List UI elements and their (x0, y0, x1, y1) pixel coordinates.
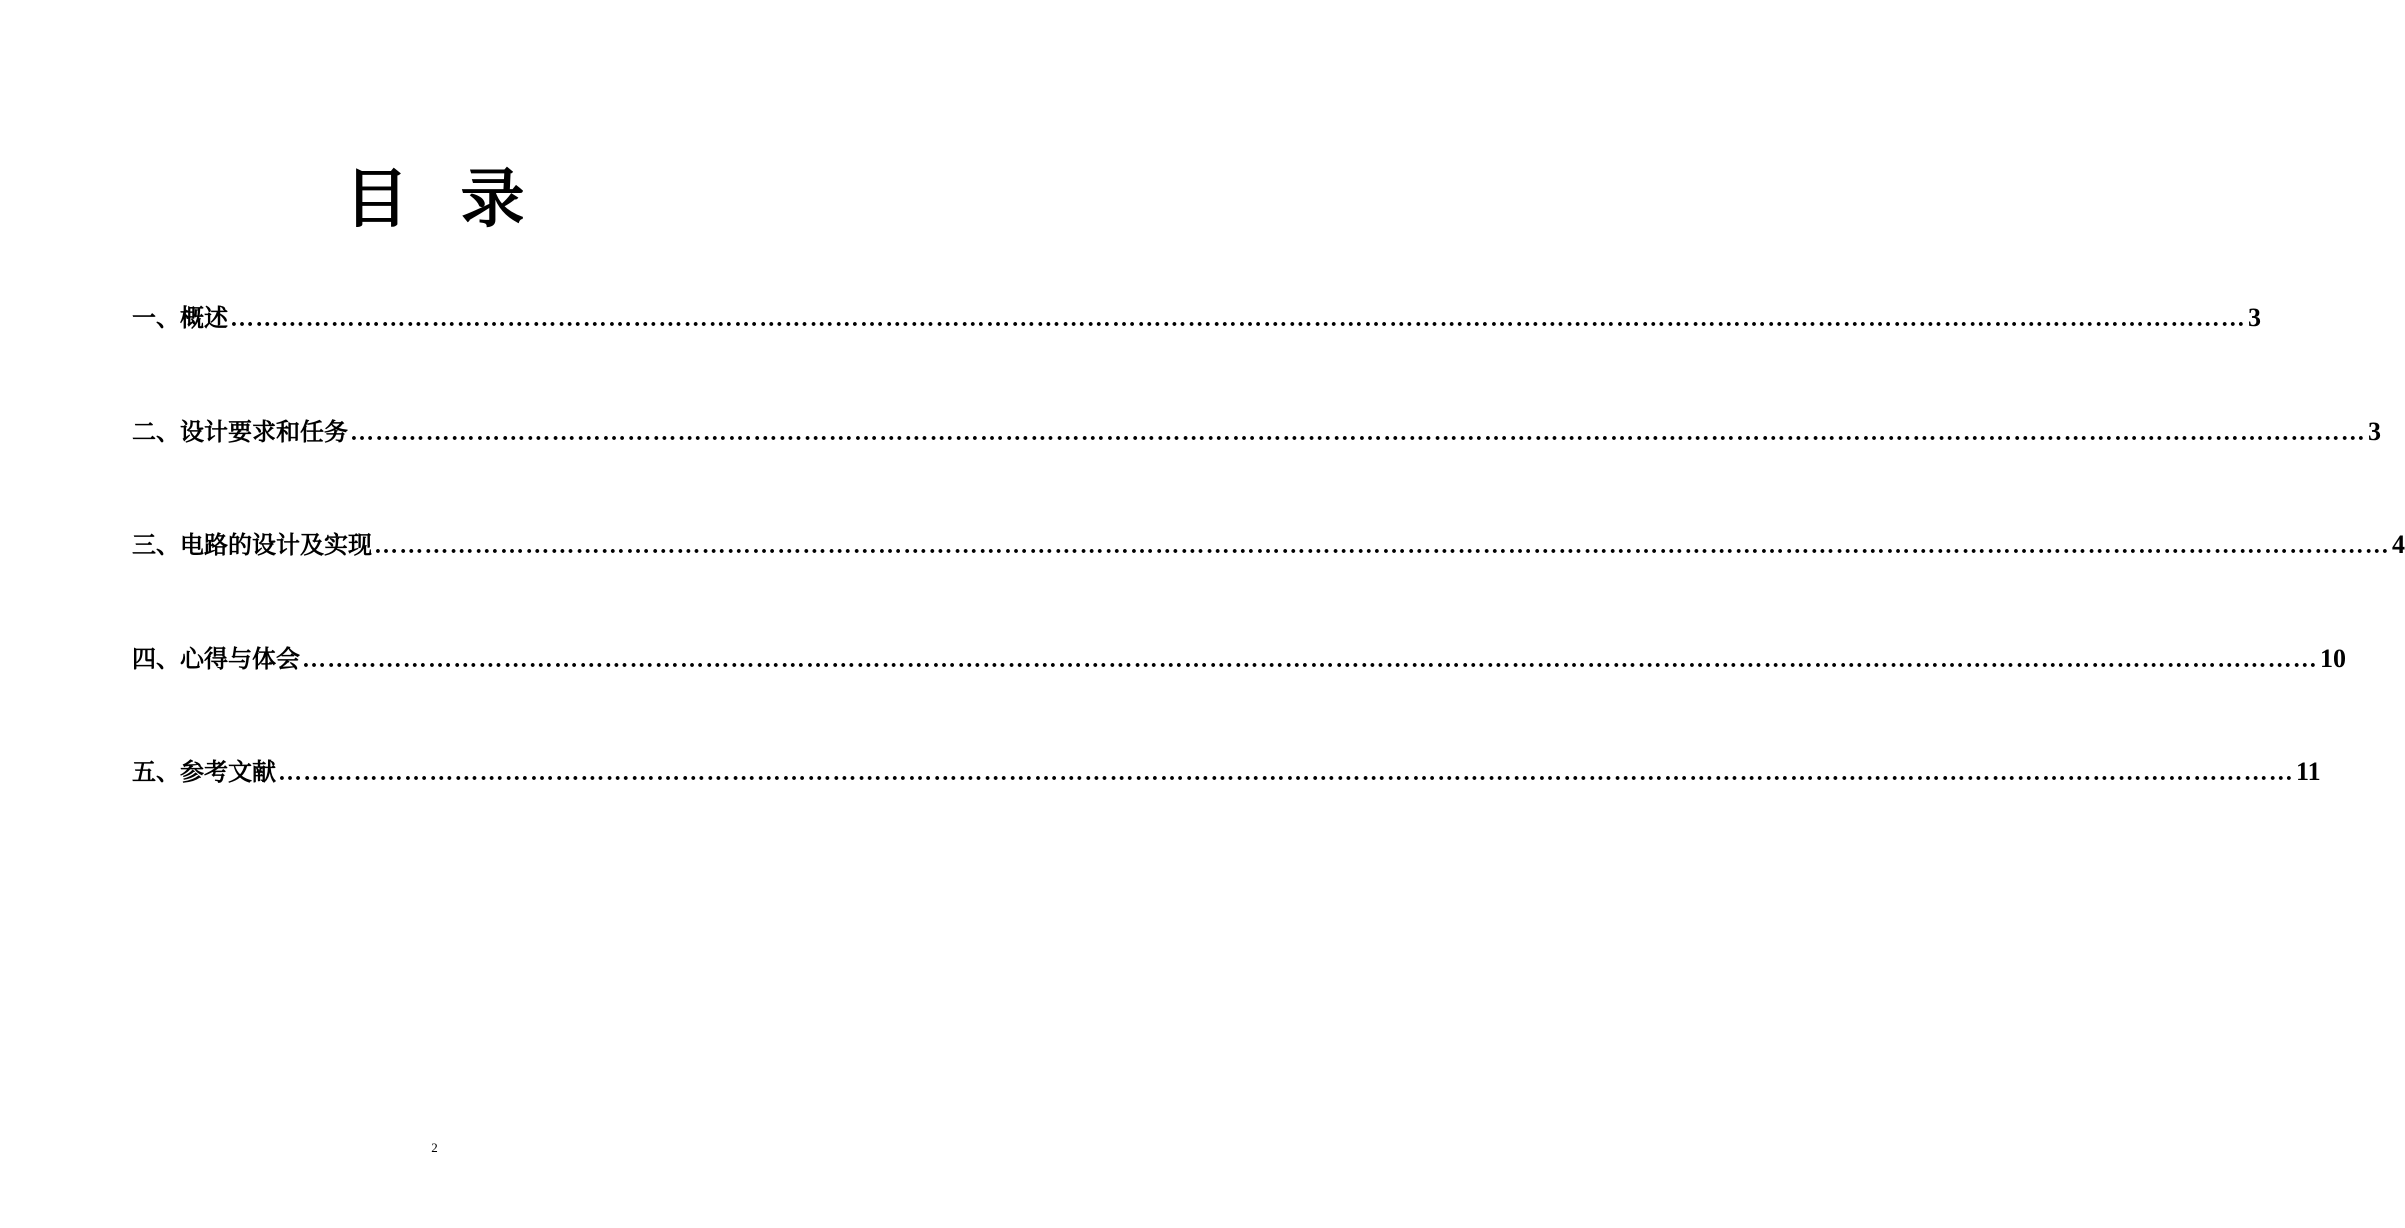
toc-entry-requirements[interactable] (132, 404, 2381, 518)
page-title: 目录 (344, 162, 577, 237)
toc-entry-page: 10 (2320, 643, 2346, 673)
toc-entry-circuit-design[interactable] (132, 517, 2405, 631)
toc-entry-page: 3 (2248, 303, 2261, 332)
toc-entry-page: 11 (2296, 757, 2321, 786)
toc-entry-label: 五、参考文献 (132, 758, 276, 786)
page-number: 2 (431, 1140, 438, 1155)
toc-dot-leader: …………………………………………………………………………………………………………………………………………………………………………………………………………………… (302, 646, 2318, 673)
toc-dot-leader: …………………………………………………………………………………………………………………………………………………………………………………………………………………… (350, 419, 2366, 446)
toc-entry-label: 二、设计要求和任务 (132, 417, 348, 446)
toc-entry-label: 三、电路的设计及实现 (132, 531, 372, 559)
toc-dot-leader: …………………………………………………………………………………………………………………………………………………………………………………………………………………… (374, 533, 2390, 559)
toc-entry-label: 四、心得与体会 (132, 644, 300, 673)
toc-entry-page: 4 (2392, 530, 2405, 559)
toc-entry-page: 3 (2368, 416, 2381, 446)
toc-dot-leader: …………………………………………………………………………………………………………………………………………………………………………………………………………………… (278, 760, 2294, 786)
toc-entry-label: 一、概述 (132, 304, 228, 332)
toc-dot-leader: …………………………………………………………………………………………………………………………………………………………………………………………………………………… (230, 306, 2246, 332)
toc-entry-overview[interactable] (132, 290, 2261, 404)
toc-entry-reflections[interactable] (132, 631, 2346, 745)
table-of-contents (132, 290, 2405, 858)
toc-entry-references[interactable] (132, 744, 2321, 858)
